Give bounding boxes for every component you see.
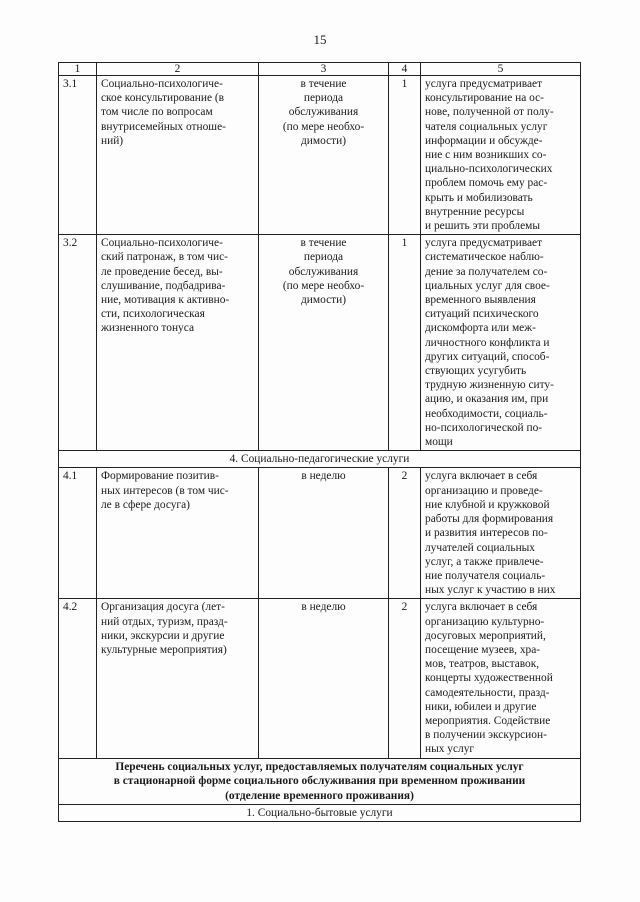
text-line: ние с ним возникших со- <box>425 149 547 162</box>
section-row <box>59 805 581 822</box>
text-line: концерты художественной <box>425 672 553 685</box>
text-line: ники, юбилеи и другие <box>425 700 537 713</box>
text-line: ний отдых, туризм, празд- <box>101 615 228 628</box>
column-number-2: 2 <box>97 63 259 76</box>
text-line: нове, полученной от полу- <box>425 106 554 119</box>
service-period <box>259 235 389 451</box>
service-description <box>421 235 581 451</box>
text-line: ние получателя социаль- <box>425 569 546 582</box>
page-number: 15 <box>313 32 327 47</box>
title-line: в стационарной форме социального обслуживания при временном проживании <box>113 775 526 788</box>
service-number: 4.1 <box>59 468 97 599</box>
service-description <box>421 599 581 758</box>
text-line: периода <box>303 92 344 105</box>
column-number-4: 4 <box>389 63 421 76</box>
text-line: мероприятия. Содействие <box>425 714 551 727</box>
text-line: в течение <box>300 237 347 250</box>
text-line: ле проведение бесед, вы- <box>101 265 223 278</box>
text-line: но-психологической по- <box>425 421 543 434</box>
service-name <box>97 468 259 599</box>
text-line: лучателей социальных <box>425 541 536 554</box>
title-line: (отделение временного проживания) <box>225 789 414 802</box>
group-title-row <box>59 758 581 805</box>
text-line: том числе по вопросам <box>101 106 213 119</box>
text-line: ний) <box>101 134 124 147</box>
service-period <box>259 599 389 758</box>
text-line: работы для формирования <box>425 513 554 526</box>
text-line: в неделю <box>301 601 346 614</box>
table-row <box>59 76 581 235</box>
text-line: досуговых мероприятий, <box>425 629 546 642</box>
service-name <box>97 599 259 758</box>
service-period <box>259 468 389 599</box>
service-name <box>97 76 259 235</box>
text-line: периода <box>303 251 344 264</box>
text-line: личностного конфликта и <box>425 336 550 349</box>
text-line: культурные мероприятия) <box>101 643 227 656</box>
service-quantity: 1 <box>389 76 421 235</box>
text-line: внутрисемейных отноше- <box>101 120 226 133</box>
table-row <box>59 599 581 758</box>
text-line: ское консультирование (в <box>101 92 225 105</box>
text-line: Организация досуга (лет- <box>101 601 225 614</box>
text-line: организацию культурно- <box>425 615 545 628</box>
service-number: 3.1 <box>59 76 97 235</box>
text-line: Формирование позитив- <box>101 470 219 483</box>
text-line: необходимости, социаль- <box>425 407 548 420</box>
text-line: слушивание, подбадрива- <box>101 279 226 292</box>
services-list-title <box>59 758 581 805</box>
section-title-4: 4. Социально-педагогические услуги <box>59 451 581 468</box>
text-line: чателя социальных услуг <box>425 120 548 133</box>
text-line: проблем помочь ему рас- <box>425 177 548 190</box>
text-line: временного выявления <box>425 294 536 307</box>
text-line: внутренние ресурсы <box>425 205 525 218</box>
text-line: обслуживания <box>288 265 359 278</box>
service-quantity: 1 <box>389 235 421 451</box>
text-line: димости) <box>300 134 346 147</box>
text-line: (по мере необхо- <box>282 120 365 133</box>
text-line: крыть и мобилизовать <box>425 191 533 204</box>
service-number: 3.2 <box>59 235 97 451</box>
column-number-3: 3 <box>259 63 389 76</box>
text-line: и развития интересов по- <box>425 527 548 540</box>
text-line: ситуаций психического <box>425 308 539 321</box>
text-line: ники, экскурсии и другие <box>101 629 225 642</box>
text-line: ацию, и оказания им, при <box>425 393 549 406</box>
section-row <box>59 451 581 468</box>
text-line: ных услуг <box>425 743 475 756</box>
text-line: ных услуг к участию в них <box>425 584 556 597</box>
text-line: услуг, а также привлече- <box>425 555 544 568</box>
services-table <box>58 62 581 822</box>
column-number-5: 5 <box>421 63 581 76</box>
section-title-1: 1. Социально-бытовые услуги <box>59 805 581 822</box>
text-line: ние, мотивация к активно- <box>101 294 230 307</box>
text-line: самодеятельности, празд- <box>425 686 550 699</box>
service-description <box>421 76 581 235</box>
text-line: ных интересов (в том чис- <box>101 484 229 497</box>
text-line: дение за получателем со- <box>425 265 548 278</box>
text-line: циальных услуг для свое- <box>425 279 550 292</box>
text-line: ский патронаж, в том чис- <box>101 251 228 264</box>
text-line: обслуживания <box>288 106 359 119</box>
text-line: услуга включает в себя <box>425 601 538 614</box>
text-line: услуга включает в себя <box>425 470 538 483</box>
table-header-row <box>59 63 581 76</box>
text-line: Социально-психологиче- <box>101 78 223 90</box>
text-line: консультирование на ос- <box>425 92 544 105</box>
service-number: 4.2 <box>59 599 97 758</box>
text-line: посещение музеев, хра- <box>425 643 541 656</box>
text-line: мов, театров, выставок, <box>425 658 540 671</box>
service-quantity: 2 <box>389 468 421 599</box>
text-line: жизненного тонуса <box>101 322 194 335</box>
service-quantity: 2 <box>389 599 421 758</box>
text-line: трудную жизненную ситу- <box>425 379 554 392</box>
text-line: ствующих усугубить <box>425 365 527 378</box>
text-line: сти, психологическая <box>101 308 205 321</box>
text-line: в получении экскурсион- <box>425 729 547 742</box>
column-number-1: 1 <box>59 63 97 76</box>
service-name <box>97 235 259 451</box>
table-row <box>59 235 581 451</box>
text-line: мощи <box>425 436 453 449</box>
text-line: ние клубной и кружковой <box>425 498 550 511</box>
text-line: Социально-психологиче- <box>101 237 223 250</box>
text-line: ле в сфере досуга) <box>101 498 190 511</box>
text-line: услуга предусматривает <box>425 237 543 250</box>
service-description <box>421 468 581 599</box>
text-line: (по мере необхо- <box>282 279 365 292</box>
text-line: систематическое наблю- <box>425 251 544 264</box>
text-line: дискомфорта или меж- <box>425 322 536 335</box>
text-line: организацию и проведе- <box>425 484 543 497</box>
text-line: в течение <box>300 78 347 90</box>
service-period <box>259 76 389 235</box>
text-line: циально-психологических <box>425 163 553 176</box>
text-line: в неделю <box>301 470 346 483</box>
text-line: димости) <box>300 294 346 307</box>
table-row <box>59 468 581 599</box>
text-line: других ситуаций, способ- <box>425 350 550 363</box>
title-line: Перечень социальных услуг, предоставляемых получателям социальных услуг <box>115 760 524 773</box>
text-line: информации и обсужде- <box>425 134 543 147</box>
text-line: и решить эти проблемы <box>425 220 540 233</box>
text-line: услуга предусматривает <box>425 78 543 90</box>
